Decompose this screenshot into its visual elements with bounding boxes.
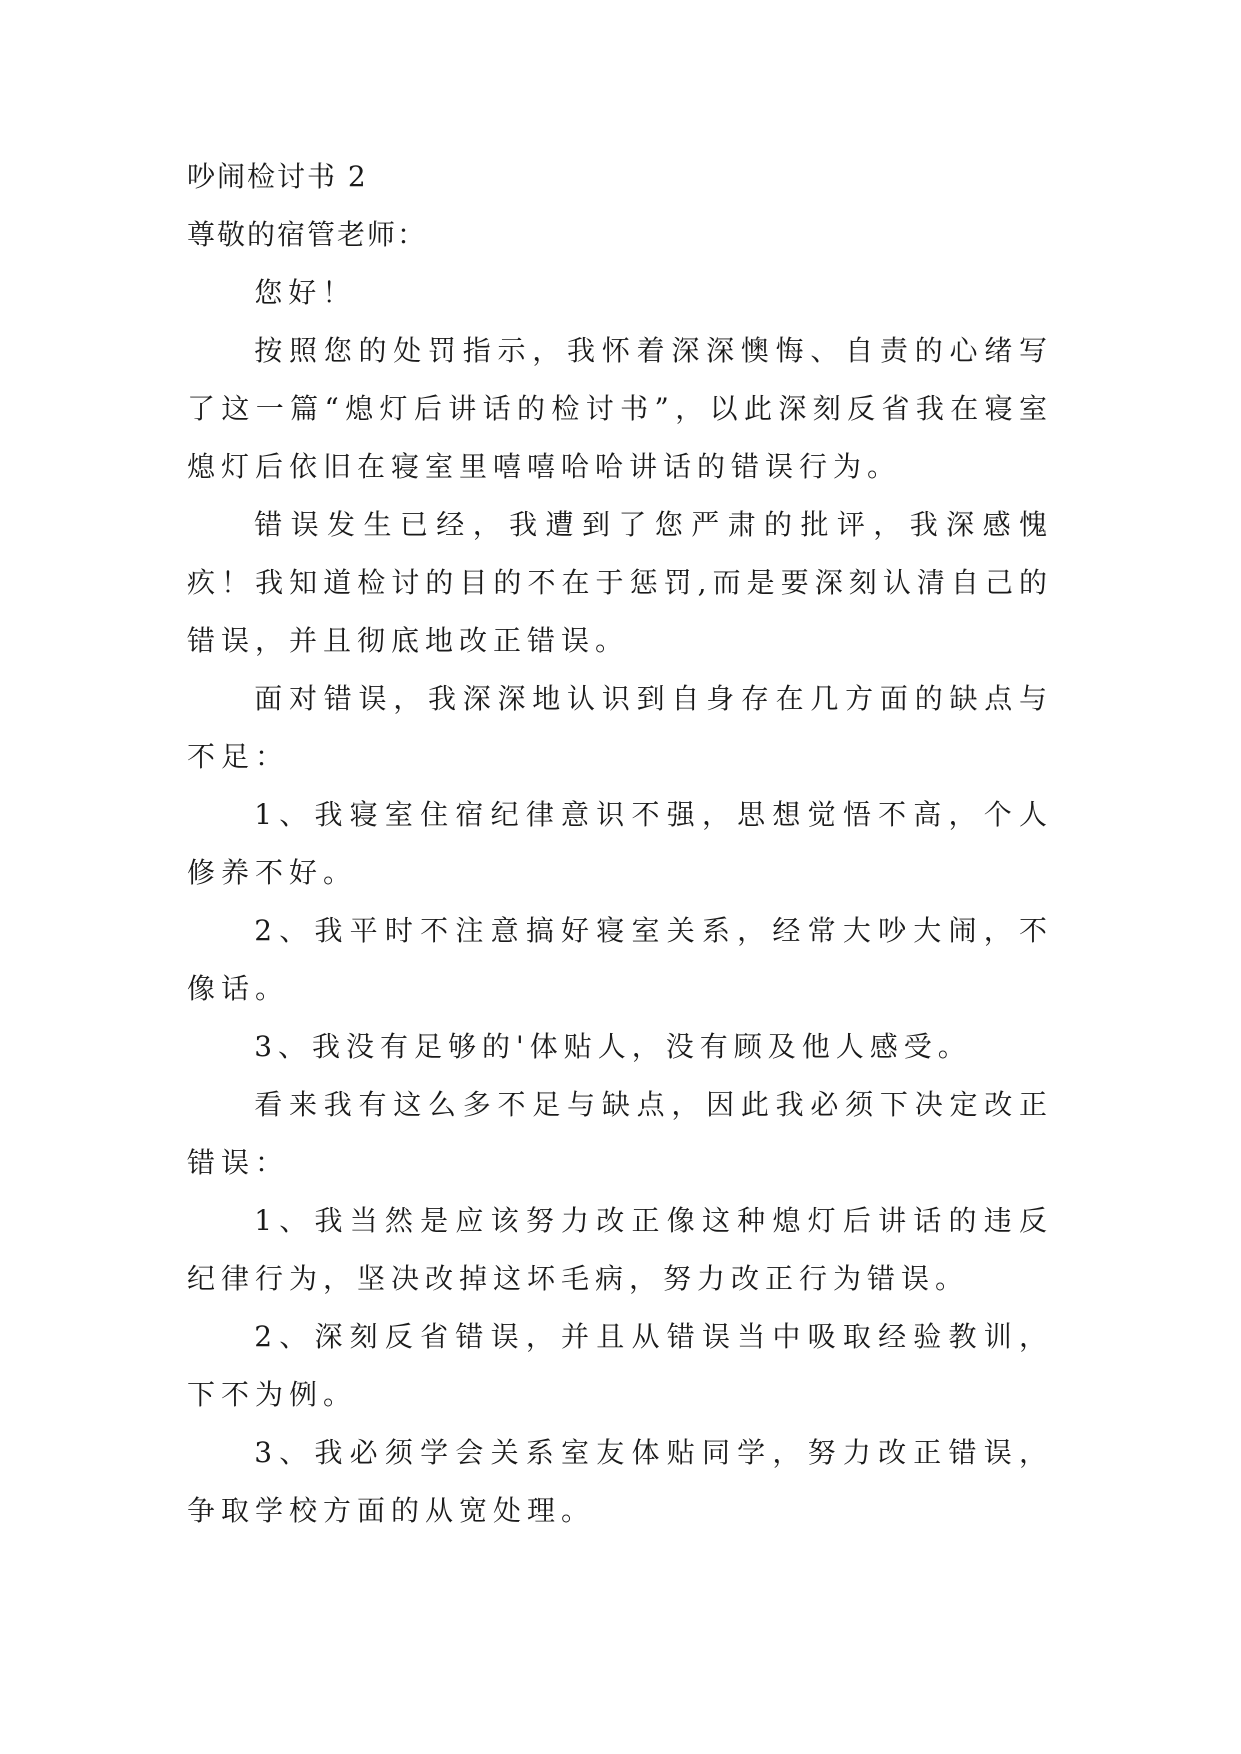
paragraph-resolution-2: 2、深刻反省错误，并且从错误当中吸取经验教训，下不为例。	[187, 1320, 1053, 1411]
paragraph-greeting: 您好！	[254, 276, 357, 309]
salutation: 尊敬的宿管老师：	[187, 218, 428, 251]
paragraph-remorse: 错误发生已经，我遭到了您严肃的批评，我深感愧疚！我知道检讨的目的不在于惩罚,而是要深刻认清自己的错误，并且彻底地改正错误。	[187, 508, 1053, 657]
paragraph-intro: 按照您的处罚指示，我怀着深深懊悔、自责的心绪写了这一篇“熄灯后讲话的检讨书”，以此深刻反省我在寝室熄灯后依旧在寝室里嘻嘻哈哈讲话的错误行为。	[187, 334, 1053, 483]
paragraph-shortcoming-1: 1、我寝室住宿纪律意识不强，思想觉悟不高，个人修养不好。	[187, 798, 1053, 889]
paragraph-resolution-3: 3、我必须学会关系室友体贴同学，努力改正错误，争取学校方面的从宽处理。	[187, 1436, 1053, 1527]
paragraph-shortcoming-2: 2、我平时不注意搞好寝室关系，经常大吵大闹，不像话。	[187, 914, 1053, 1005]
paragraph-shortcoming-3: 3、我没有足够的'体贴人，没有顾及他人感受。	[254, 1030, 972, 1063]
paragraph-resolutions-intro: 看来我有这么多不足与缺点，因此我必须下决定改正错误：	[187, 1088, 1053, 1179]
paragraph-shortcomings-intro: 面对错误，我深深地认识到自身存在几方面的缺点与不足：	[187, 682, 1053, 773]
document-page	[187, 148, 1053, 1540]
document-title: 吵闹检讨书 2	[187, 160, 368, 193]
paragraph-resolution-1: 1、我当然是应该努力改正像这种熄灯后讲话的违反纪律行为，坚决改掉这坏毛病，努力改正行为错误。	[187, 1204, 1053, 1295]
